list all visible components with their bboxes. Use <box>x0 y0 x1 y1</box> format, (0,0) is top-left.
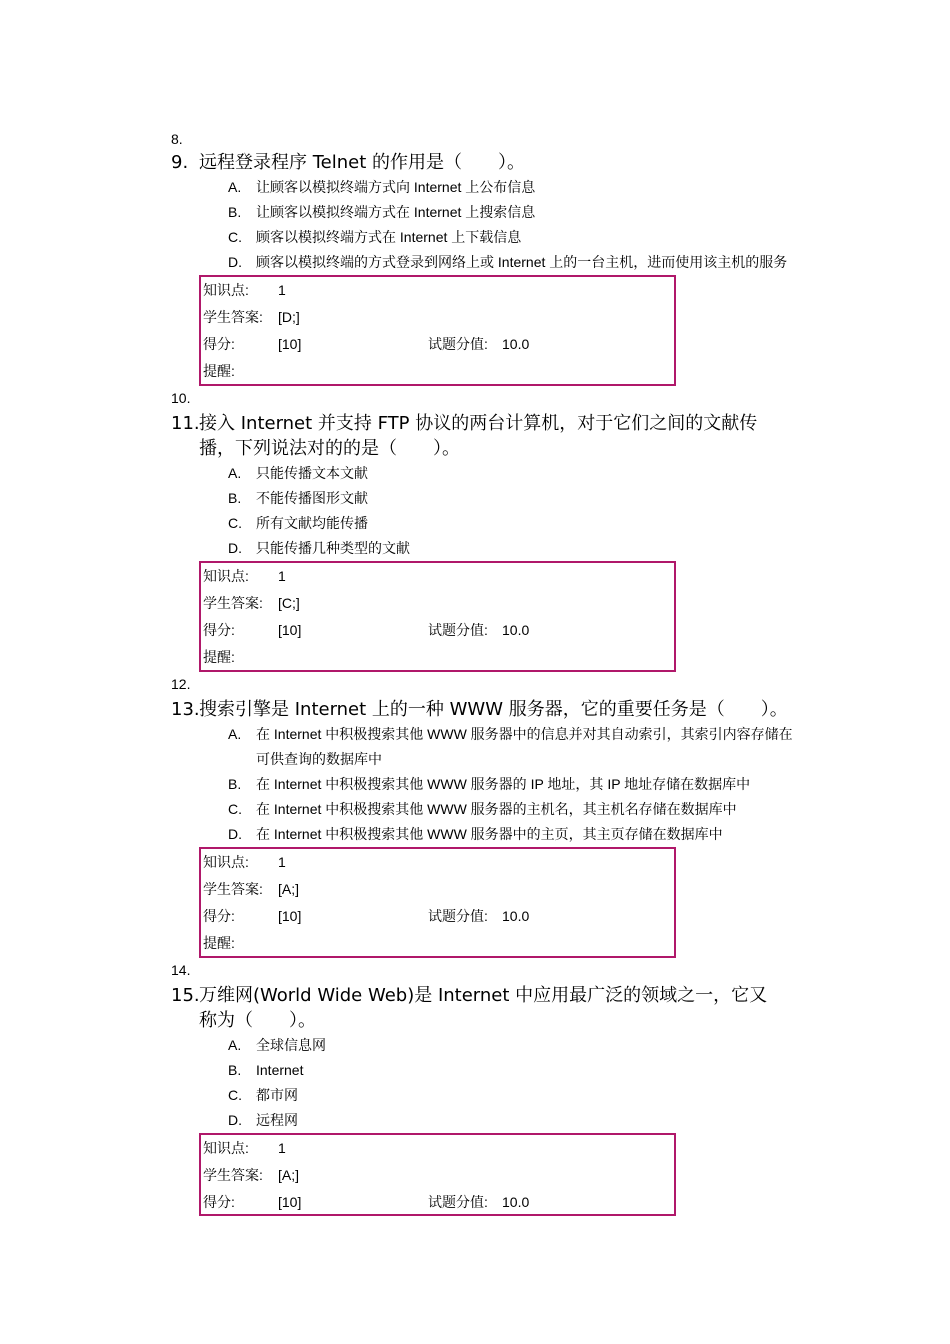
knowledge-value: 1 <box>278 854 286 870</box>
answer-info-box <box>199 275 676 386</box>
question-stem <box>171 411 811 461</box>
option-text: 顾客以模拟终端的方式登录到网络上或 Internet 上的一台主机，进而使用该主机的服务 <box>256 254 788 270</box>
option-text: 远程网 <box>256 1112 298 1128</box>
question-number: 8. <box>171 131 183 147</box>
score-label: 得分: <box>203 336 235 352</box>
knowledge-label: 知识点: <box>203 568 249 584</box>
option-text: 所有文献均能传播 <box>256 515 368 531</box>
question-text: 万维网(World Wide Web)是 Internet 中应用最广泛的领域之一，它又 <box>199 985 768 1006</box>
option-letter: D. <box>228 826 242 842</box>
question-value: 10.0 <box>502 336 530 352</box>
option-text: 只能传播几种类型的文献 <box>256 540 410 556</box>
question-text: 称为（ ）。 <box>199 1010 316 1031</box>
score-label: 得分: <box>203 908 235 924</box>
question-number: 14. <box>171 962 191 978</box>
option-letter: A. <box>228 179 242 195</box>
option-text: 只能传播文本文献 <box>256 465 368 481</box>
score-value: [10] <box>278 1194 302 1210</box>
option-letter: A. <box>228 1037 242 1053</box>
option-letter: D. <box>228 540 242 556</box>
knowledge-value: 1 <box>278 568 286 584</box>
option-text: 顾客以模拟终端方式在 Internet 上下载信息 <box>256 229 522 245</box>
question-text: 搜索引擎是 Internet 上的一种 WWW 服务器，它的重要任务是（ ）。 <box>199 699 788 720</box>
option-text: 都市网 <box>256 1087 298 1103</box>
knowledge-value: 1 <box>278 1140 286 1156</box>
student-answer-value: [A;] <box>278 1167 300 1183</box>
question-value-label: 试题分值: <box>428 1194 488 1210</box>
question-value: 10.0 <box>502 1194 530 1210</box>
option-letter: B. <box>228 204 242 220</box>
question-stem <box>171 697 811 722</box>
knowledge-label: 知识点: <box>203 282 249 298</box>
option-text: 在 Internet 中积极搜索其他 WWW 服务器中的信息并对其自动索引，其索引内容存储在可供查询的数据库中 <box>256 726 793 767</box>
score-label: 得分: <box>203 622 235 638</box>
student-answer-label: 学生答案: <box>203 881 263 897</box>
option-letter: C. <box>228 801 242 817</box>
question-value: 10.0 <box>502 622 530 638</box>
student-answer-label: 学生答案: <box>203 309 263 325</box>
question-number: 9. <box>171 152 189 173</box>
option-text: Internet <box>256 1062 304 1078</box>
option-text: 让顾客以模拟终端方式向 Internet 上公布信息 <box>256 179 536 195</box>
score-value: [10] <box>278 908 302 924</box>
option-text: 在 Internet 中积极搜索其他 WWW 服务器的主机名，其主机名存储在数据库中 <box>256 801 737 817</box>
question-number: 11. <box>171 413 200 434</box>
question-value-label: 试题分值: <box>428 908 488 924</box>
option-text: 在 Internet 中积极搜索其他 WWW 服务器的 IP 地址，其 IP 地址存储在数据库中 <box>256 776 751 792</box>
question-number: 15. <box>171 985 200 1006</box>
student-answer-value: [C;] <box>278 595 300 611</box>
knowledge-label: 知识点: <box>203 1140 249 1156</box>
option-letter: A. <box>228 465 242 481</box>
student-answer-label: 学生答案: <box>203 595 263 611</box>
option-letter: B. <box>228 1062 242 1078</box>
knowledge-value: 1 <box>278 282 286 298</box>
reminder-label: 提醒: <box>203 649 235 665</box>
answer-info-box <box>199 847 676 958</box>
question-number: 12. <box>171 676 191 692</box>
score-value: [10] <box>278 336 302 352</box>
option-letter: B. <box>228 490 242 506</box>
option-letter: A. <box>228 726 242 742</box>
option-letter: D. <box>228 254 242 270</box>
option-text: 不能传播图形文献 <box>256 490 368 506</box>
student-answer-label: 学生答案: <box>203 1167 263 1183</box>
option-letter: D. <box>228 1112 242 1128</box>
option-letter: C. <box>228 515 242 531</box>
question-value-label: 试题分值: <box>428 336 488 352</box>
question-stem <box>171 150 811 175</box>
question-text: 播，下列说法对的的是（ ）。 <box>199 438 460 459</box>
knowledge-label: 知识点: <box>203 854 249 870</box>
answer-info-box <box>199 561 676 672</box>
student-answer-value: [A;] <box>278 881 300 897</box>
score-value: [10] <box>278 622 302 638</box>
question-number: 10. <box>171 390 191 406</box>
answer-info-box <box>199 1133 676 1216</box>
question-text: 远程登录程序 Telnet 的作用是（ ）。 <box>199 152 525 173</box>
score-label: 得分: <box>203 1194 235 1210</box>
option-letter: C. <box>228 1087 242 1103</box>
option-text: 让顾客以模拟终端方式在 Internet 上搜索信息 <box>256 204 536 220</box>
question-number: 13. <box>171 699 200 720</box>
question-text: 接入 Internet 并支持 FTP 协议的两台计算机，对于它们之间的文献传 <box>199 413 758 434</box>
reminder-label: 提醒: <box>203 935 235 951</box>
reminder-label: 提醒: <box>203 363 235 379</box>
option-letter: C. <box>228 229 242 245</box>
option-letter: B. <box>228 776 242 792</box>
question-value-label: 试题分值: <box>428 622 488 638</box>
option-text: 全球信息网 <box>256 1037 326 1053</box>
option-text: 在 Internet 中积极搜索其他 WWW 服务器中的主页，其主页存储在数据库中 <box>256 826 723 842</box>
question-value: 10.0 <box>502 908 530 924</box>
student-answer-value: [D;] <box>278 309 300 325</box>
question-stem <box>171 983 811 1033</box>
